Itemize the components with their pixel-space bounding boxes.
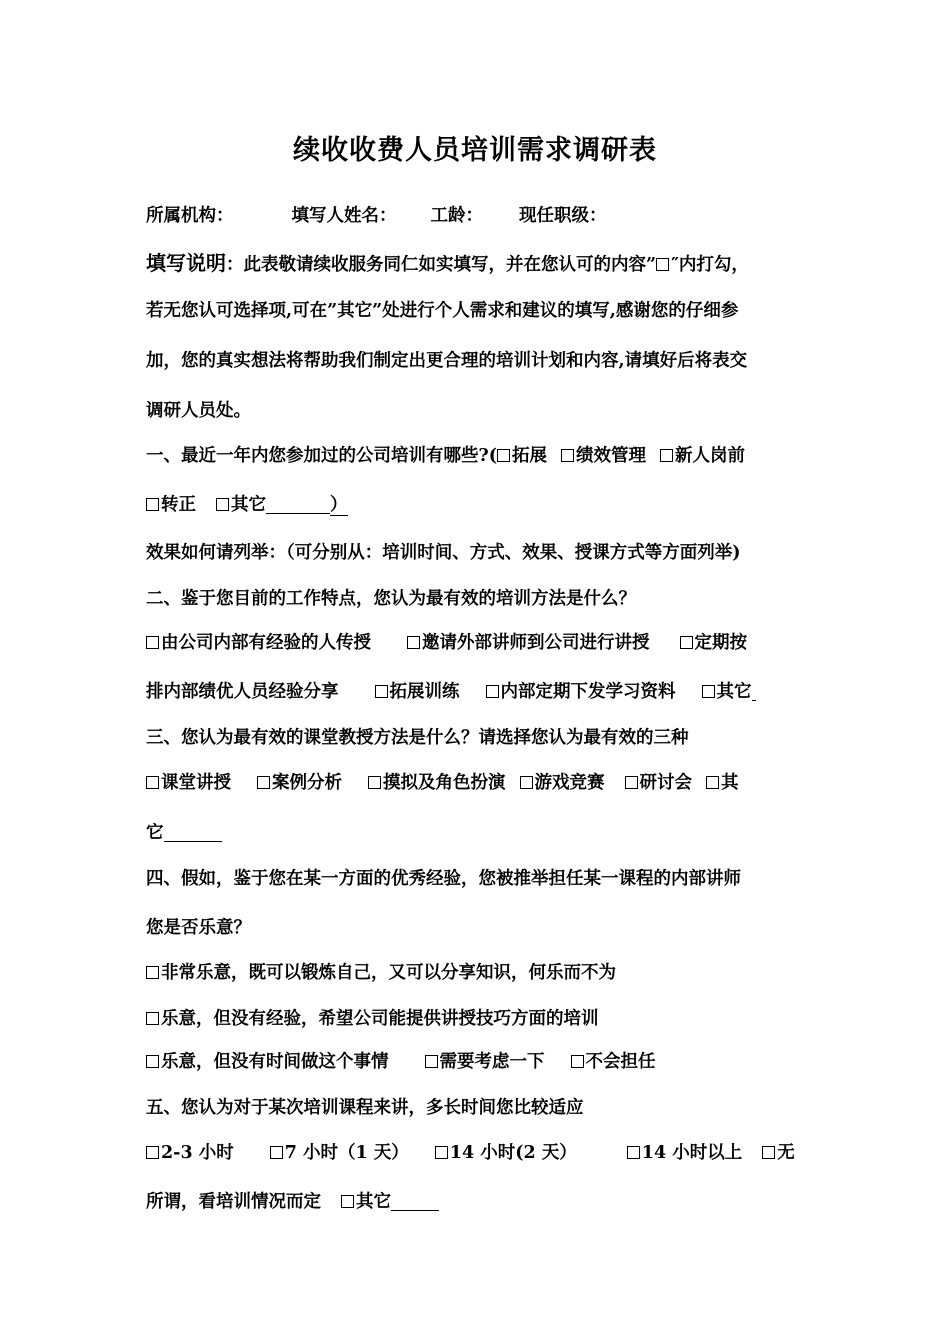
checkbox-icon[interactable] [520,776,533,789]
q2-option[interactable]: 定期按 [680,631,748,655]
checkbox-icon[interactable] [625,776,638,789]
q3-option[interactable]: 课堂讲授 [146,771,231,795]
q1-option[interactable]: 其它 [216,493,266,517]
q4-option[interactable]: 非常乐意，既可以锻炼自己，又可以分享知识，何乐而不为 [146,961,616,985]
q2-option[interactable]: 内部定期下发学习资料 [486,680,676,704]
checkbox-icon[interactable] [407,636,420,649]
checkbox-icon[interactable] [146,1012,159,1025]
q1-options-line-2: 转正 其它 ） [146,493,348,517]
q3-option[interactable]: 游戏竞赛 [520,771,605,795]
q4-option[interactable]: 不会担任 [571,1050,656,1074]
checkbox-icon[interactable] [762,1146,775,1159]
q5-other-blank[interactable] [391,1192,439,1211]
checkbox-icon[interactable] [425,1055,438,1068]
instructions-label: 填写说明 [146,251,226,275]
q3-option[interactable]: 其 [706,771,739,795]
q5-option[interactable]: 其它 [341,1190,391,1214]
instructions-line-3: 加，您的真实想法将帮助我们制定出更合理的培训计划和内容,请填好后将表交 [146,351,748,371]
checkbox-icon[interactable] [706,776,719,789]
instructions-line-1: 填写说明：此表敬请续收服务同仁如实填写，并在您认可的内容” ″内打勾， [146,251,749,275]
q3-options-line-2: 它 [146,821,222,845]
q1-other-blank[interactable] [266,495,330,514]
checkbox-icon[interactable] [375,685,388,698]
q3-option[interactable]: 摸拟及角色扮演 [368,771,506,795]
q2-options-line-1 [146,631,747,655]
instructions-line-2: 若无您认可选择项,可在”其它”处进行个人需求和建议的填写,感谢您的仔细参 [146,301,739,321]
q1-option[interactable]: 新人岗前 [660,444,745,468]
checkbox-icon[interactable] [702,685,715,698]
checkbox-icon[interactable] [146,776,159,789]
checkbox-icon[interactable] [341,1195,354,1208]
q2-other-blank[interactable] [752,682,756,701]
q4-option[interactable]: 乐意，但没有经验，希望公司能提供讲授技巧方面的培训 [146,1007,599,1031]
position-label: 现任职级： [519,206,607,226]
q3-options-line-1 [146,771,739,795]
q5-option[interactable]: 14 小时以上 [627,1141,742,1165]
checkbox-icon [656,258,669,271]
q3-other-blank[interactable] [164,823,222,842]
q2-option[interactable]: 拓展训练 [375,680,460,704]
q2-options-line-2: 排内部绩优人员经验分享 拓展训练 内部定期下发学习资料 其它 [146,680,756,704]
q1-question: 一、最近一年内您参加过的公司培训有哪些?( 拓展 绩效管理 新人岗前 [146,446,746,466]
instructions-line-4: 调研人员处。 [146,401,251,421]
checkbox-icon[interactable] [486,685,499,698]
checkbox-icon[interactable] [368,776,381,789]
q3-option[interactable]: 案例分析 [257,771,342,795]
checkbox-icon[interactable] [561,449,574,462]
q4-options-line-3 [146,1050,656,1074]
checkbox-icon[interactable] [270,1146,283,1159]
q3-question: 三、您认为最有效的课堂教授方法是什么？请选择您认为最有效的三种 [146,728,689,748]
q4-option[interactable]: 需要考虑一下 [425,1050,545,1074]
q5-question: 五、您认为对于某次培训课程来讲，多长时间您比较适应 [146,1098,584,1118]
header-fields [146,204,607,228]
checkbox-icon[interactable] [216,498,229,511]
org-label: 所属机构： [146,206,234,226]
name-label: 填写人姓名： [291,206,397,226]
checkbox-icon[interactable] [571,1055,584,1068]
checkbox-icon[interactable] [257,776,270,789]
q1-followup: 效果如何请列举：（可分别从：培训时间、方式、效果、授课方式等方面列举) [146,543,741,563]
checkbox-icon[interactable] [146,498,159,511]
seniority-label: 工龄： [430,206,483,226]
checkbox-icon[interactable] [146,636,159,649]
q1-option[interactable]: 拓展 [497,444,547,468]
checkbox-icon[interactable] [627,1146,640,1159]
q2-option[interactable]: 邀请外部讲师到公司进行讲授 [407,631,650,655]
q5-option[interactable]: 无 [762,1141,795,1165]
q5-options-line-2: 所谓，看培训情况而定 其它 [146,1190,439,1214]
checkbox-icon[interactable] [680,636,693,649]
q2-option[interactable]: 由公司内部有经验的人传授 [146,631,371,655]
checkbox-icon[interactable] [497,449,510,462]
q5-option[interactable]: 7 小时（1 天） [270,1141,409,1165]
q1-option[interactable]: 绩效管理 [561,444,646,468]
q4-option[interactable]: 乐意，但没有时间做这个事情 [146,1050,389,1074]
page-title: 续收收费人员培训需求调研表 [293,135,657,166]
q5-options-line-1 [146,1141,795,1165]
checkbox-icon[interactable] [660,449,673,462]
q2-option[interactable]: 其它 [702,680,752,704]
q4-question-line-2: 您是否乐意？ [146,918,251,938]
q5-option[interactable]: 2-3 小时 [146,1141,234,1165]
q5-option[interactable]: 14 小时(2 天） [435,1141,577,1165]
q3-option[interactable]: 研讨会 [625,771,693,795]
q1-option[interactable]: 转正 [146,493,196,517]
checkbox-icon[interactable] [146,966,159,979]
checkbox-icon[interactable] [146,1055,159,1068]
q4-question-line-1: 四、假如，鉴于您在某一方面的优秀经验，您被推举担任某一课程的内部讲师 [146,869,741,889]
q2-question: 二、鉴于您目前的工作特点，您认为最有效的培训方法是什么？ [146,589,636,609]
checkbox-icon[interactable] [146,1146,159,1159]
checkbox-icon[interactable] [435,1146,448,1159]
